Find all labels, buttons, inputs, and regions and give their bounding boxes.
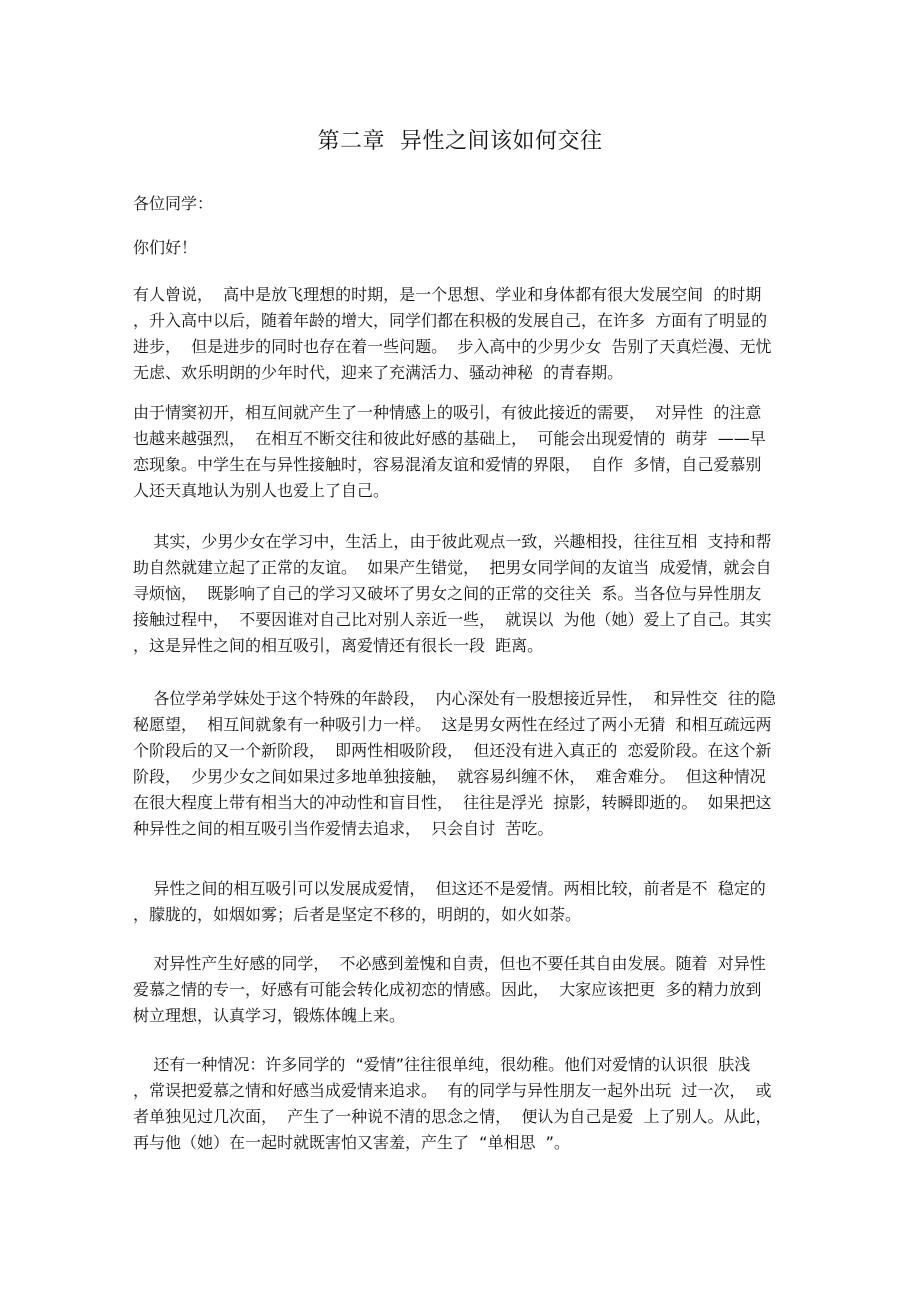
- text-line: 其实，少男少女在学习中，生活上，由于彼此观点一致，兴趣相投，往往互相 支持和帮: [133, 532, 772, 551]
- text-line: 在很大程度上带有相当大的冲动性和盲目性， 往往是浮光 掠影，转瞬即逝的。 如果把这: [133, 793, 772, 812]
- paragraph-1: [133, 282, 788, 386]
- text-line: 助自然就建立起了正常的友谊。 如果产生错觉， 把男女同学间的友谊当 成爱情，就会自: [133, 558, 772, 577]
- text-line: 再与他（她）在一起时就既害怕又害羞，产生了 “单相思 ”。: [133, 1133, 570, 1152]
- text-line: 也越来越强烈， 在相互不断交往和彼此好感的基础上， 可能会出现爱情的 萌芽 ——早: [133, 429, 766, 448]
- text-line: 有人曾说， 高中是放飞理想的时期，是一个思想、学业和身体都有很大发展空间 的时期: [133, 285, 762, 304]
- greeting: 你们好！: [133, 238, 198, 257]
- text-line: 树立理想，认真学习，锻炼体魄上来。: [133, 1006, 406, 1025]
- text-line: ，常误把爱慕之情和好感当成爱情来追求。 有的同学与异性朋友一起外出玩 过一次， 或: [133, 1081, 772, 1100]
- text-line: 个阶段后的又一个新阶段， 即两性相吸阶段， 但还没有进入真正的 恋爱阶段。在这个新: [133, 741, 772, 760]
- text-line: ，这是异性之间的相互吸引，离爱情还有很长一段 距离。: [133, 636, 544, 655]
- text-line: ，升入高中以后，随着年龄的增大，同学们都在积极的发展自己，在许多 方面有了明显的: [133, 311, 768, 330]
- paragraph-2: [133, 400, 788, 504]
- chapter-title: 第二章 异性之间该如何交往: [317, 129, 603, 154]
- text-line: 对异性产生好感的同学， 不必感到羞愧和自责，但也不要任其自由发展。随着 对异性: [133, 954, 766, 973]
- text-line: 由于情窦初开，相互间就产生了一种情感上的吸引，有彼此接近的需要， 对异性 的注意: [133, 403, 762, 422]
- text-line: 者单独见过几次面， 产生了一种说不清的思念之情， 便认为自己是爱 上了别人。从此，: [133, 1107, 772, 1126]
- paragraph-7: [133, 1052, 788, 1156]
- text-line: 还有一种情况：许多同学的 “爱情”往往很单纯，很幼稚。他们对爱情的认识很 肤浅: [133, 1055, 751, 1074]
- text-line: 人还天真地认为别人也爱上了自己。: [133, 481, 390, 500]
- text-line: 阶段， 少男少女之间如果过多地单独接触， 就容易纠缠不休， 难舍难分。 但这种情况: [133, 767, 766, 786]
- text-line: 寻烦恼， 既影响了自己的学习又破坏了男女之间的正常的交往关 系。当各位与异性朋友: [133, 584, 762, 603]
- paragraph-6: [133, 951, 788, 1029]
- paragraph-3: [133, 529, 788, 659]
- text-line: 进步， 但是进步的同时也存在着一些问题。 步入高中的少男少女 告别了天真烂漫、无忧: [133, 337, 772, 356]
- text-line: 爱慕之情的专一，好感有可能会转化成初恋的情感。因此， 大家应该把更 多的精力放到: [133, 980, 762, 999]
- text-line: 异性之间的相互吸引可以发展成爱情， 但这还不是爱情。两相比较，前者是不 稳定的: [133, 879, 766, 898]
- text-line: 秘愿望， 相互间就象有一种吸引力一样。 这是男女两性在经过了两小无猜 和相互疏远两: [133, 715, 772, 734]
- text-line: 无虑、欢乐明朗的少年时代，迎来了充满活力、骚动神秘 的青春期。: [133, 363, 624, 382]
- text-line: ，朦胧的，如烟如雾；后者是坚定不移的，明朗的，如火如荼。: [133, 905, 582, 924]
- text-line: 接触过程中， 不要因谁对自己比对别人亲近一些， 就误以 为他（她）爱上了自己。其实: [133, 610, 772, 629]
- text-line: 种异性之间的相互吸引当作爱情去追求， 只会自讨 苦吃。: [133, 819, 554, 838]
- text-line: 恋现象。中学生在与异性接触时，容易混淆友谊和爱情的界限， 自作 多情，自己爱慕别: [133, 455, 762, 474]
- salutation: 各位同学：: [133, 194, 214, 213]
- paragraph-5: [133, 876, 788, 928]
- paragraph-4: [133, 686, 788, 842]
- text-line: 各位学弟学妹处于这个特殊的年龄段， 内心深处有一股想接近异性， 和异性交 往的隐: [133, 689, 776, 708]
